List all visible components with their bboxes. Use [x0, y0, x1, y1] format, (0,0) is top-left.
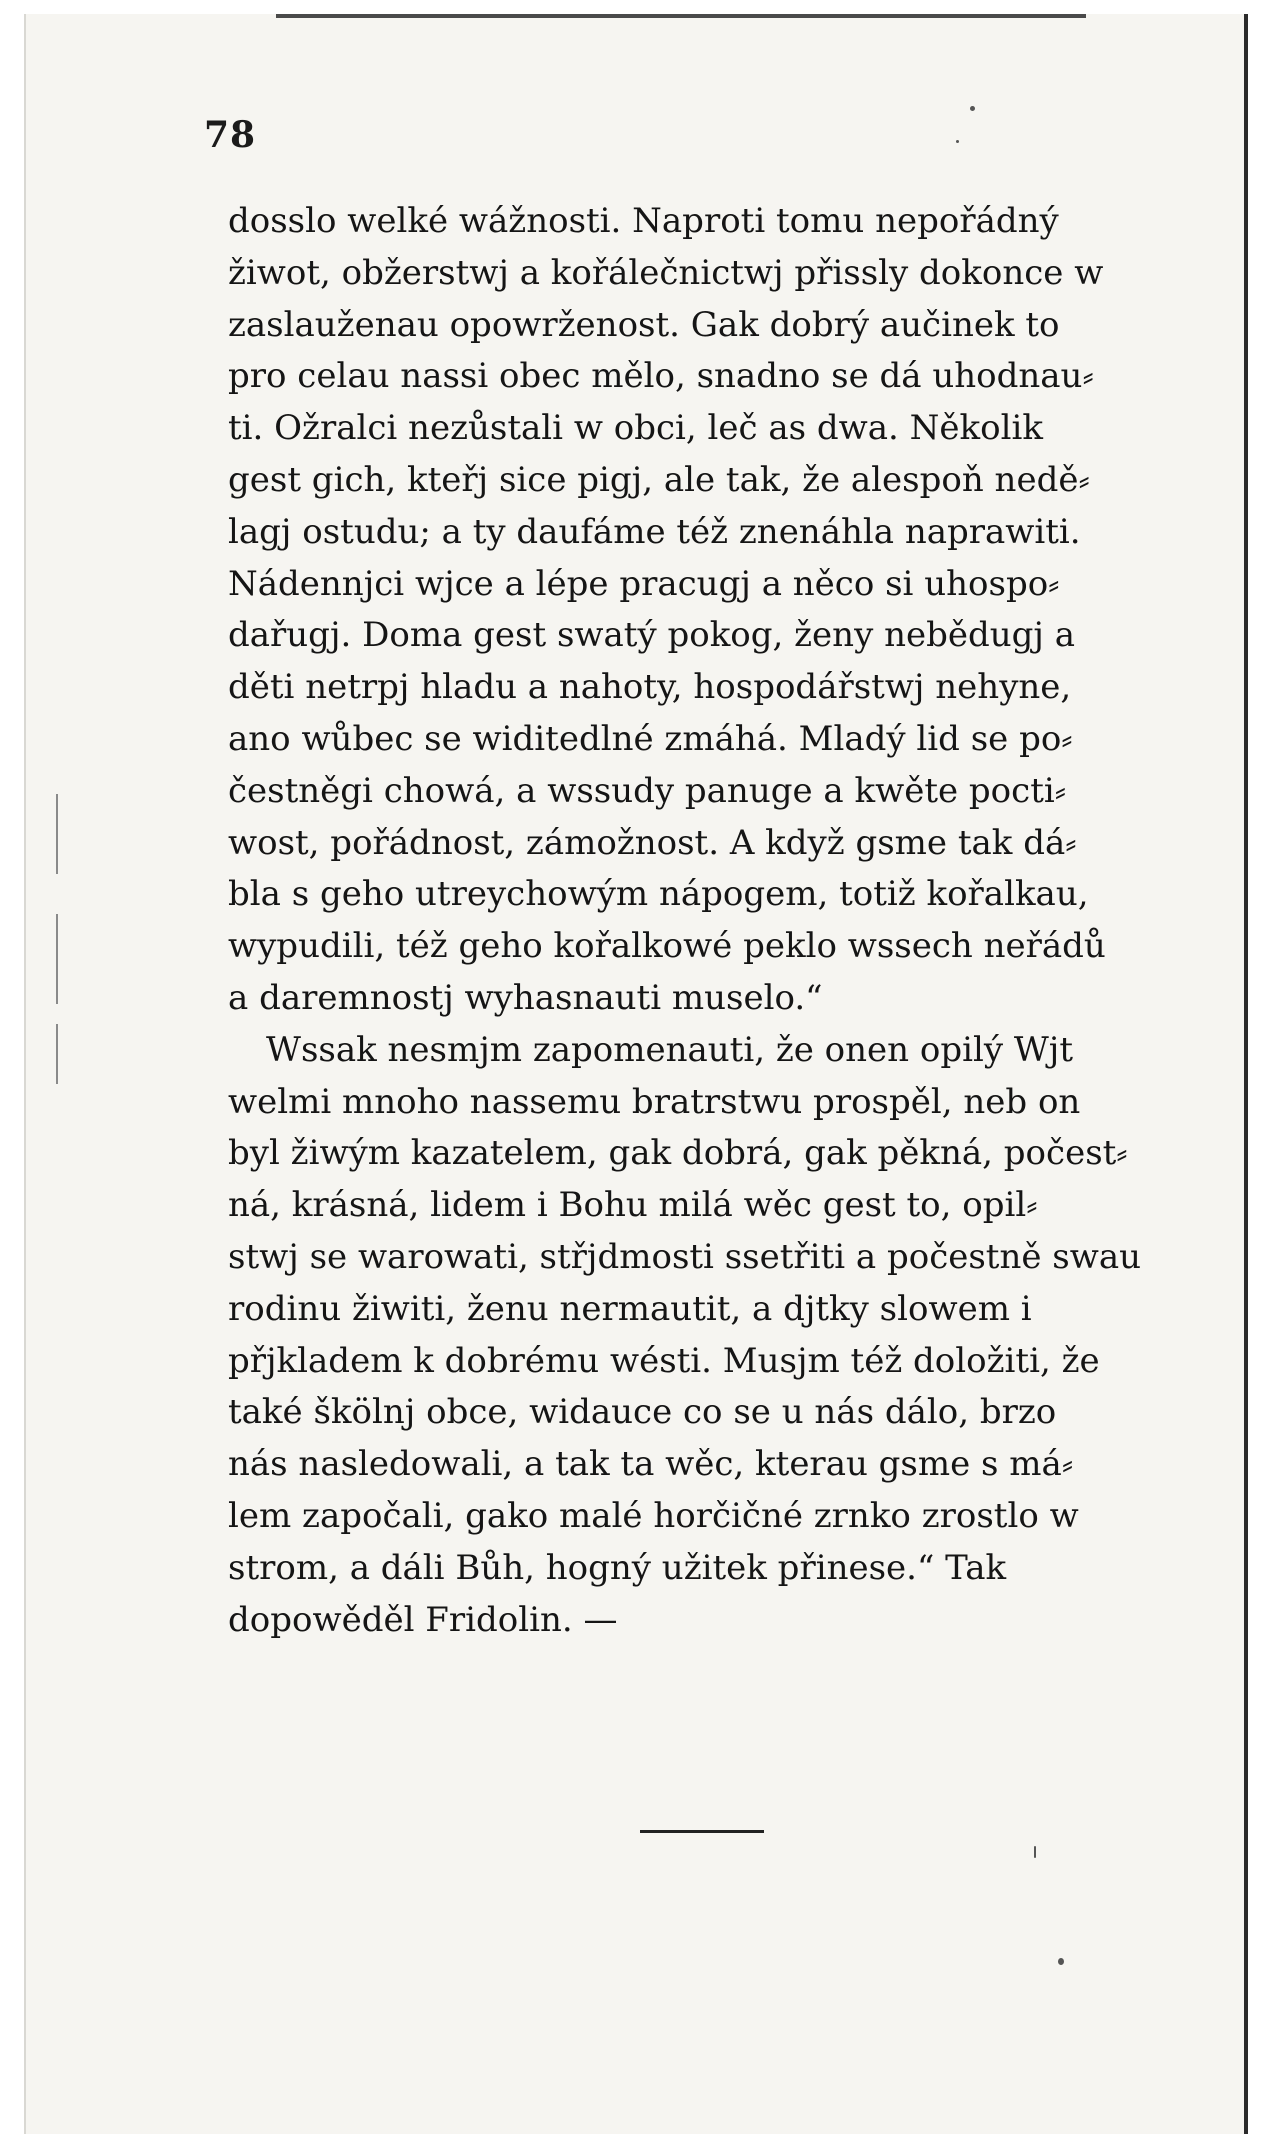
print-speck: [956, 140, 959, 143]
text-line: ti. Ožralci nezůstali w obci, leč as dwa. Několik: [228, 408, 1043, 449]
text-line: žiwot, obžerstwj a kořálečnictwj přissly dokonce w: [228, 252, 1104, 293]
book-page: [24, 14, 1248, 2134]
text-line: stwj se warowati, střjdmosti ssetřiti a počestně swau: [228, 1236, 1142, 1277]
text-line: strom, a dáli Bůh, hogný užitek přinese.“ Tak: [228, 1547, 1007, 1588]
text-line: čestněgi chowá, a wssudy panuge a kwěte pocti⸗: [228, 770, 1067, 811]
text-line: gest gich, kteřj sice pigj, ale tak, že alespoň nedě⸗: [228, 459, 1090, 500]
text-line: lagj ostudu; a ty daufáme též znenáhla naprawiti.: [228, 511, 1081, 552]
text-line: ano wůbec se widitedlné zmáhá. Mladý lid se po⸗: [228, 718, 1073, 759]
text-line-paragraph-start: Wssak nesmjm zapomenauti, že onen opilý Wjt: [266, 1029, 1074, 1070]
text-line: byl žiwým kazatelem, gak dobrá, gak pěkná, počest⸗: [228, 1133, 1128, 1174]
text-line: lem započali, gako malé horčičné zrnko zrostlo w: [228, 1495, 1079, 1536]
page-edge-mark: [56, 794, 58, 874]
page-edge-mark: [56, 914, 58, 1004]
text-line: dařugj. Doma gest swatý pokog, ženy nebědugj a: [228, 615, 1076, 656]
text-line: wypudili, též geho kořalkowé peklo wssech neřádů: [228, 926, 1106, 967]
text-line: rodinu žiwiti, ženu nermautit, a djtky slowem i: [228, 1288, 1032, 1329]
text-line: wost, pořádnost, zámožnost. A když gsme tak dá⸗: [228, 822, 1077, 863]
text-line: welmi mnoho nassemu bratrstwu prospěl, neb on: [228, 1081, 1081, 1122]
print-speck: [1034, 1846, 1036, 1858]
page-top-shadow: [276, 14, 1086, 18]
print-speck: [970, 106, 975, 111]
text-line: také škölnj obce, widauce co se u nás dálo, brzo: [228, 1392, 1057, 1433]
text-line: zaslauženau opowrženost. Gak dobrý aučinek to: [228, 304, 1060, 345]
page-edge-mark: [56, 1024, 58, 1084]
body-text: [228, 196, 1228, 1646]
text-line: dopowěděl Fridolin. —: [228, 1599, 618, 1640]
page-number: 78: [204, 114, 257, 156]
print-speck: [1058, 1958, 1064, 1965]
text-line: pro celau nassi obec mělo, snadno se dá uhodnau⸗: [228, 356, 1094, 397]
text-line: přjkladem k dobrému wésti. Musjm též doložiti, že: [228, 1340, 1100, 1381]
text-line: ná, krásná, lidem i Bohu milá wěc gest to, opil⸗: [228, 1185, 1038, 1226]
text-line: a daremnostj wyhasnauti muselo.“: [228, 977, 823, 1018]
text-line: Nádennjci wjce a lépe pracugj a něco si uhospo⸗: [228, 563, 1060, 604]
text-line: děti netrpj hladu a nahoty, hospodářstwj nehyne,: [228, 667, 1072, 708]
text-line: nás nasledowali, a tak ta wěc, kterau gsme s má⸗: [228, 1444, 1074, 1485]
text-line: bla s geho utreychowým nápogem, totiž kořalkau,: [228, 874, 1089, 915]
section-divider-rule: [640, 1830, 764, 1833]
text-line: dosslo welké wážnosti. Naproti tomu nepořádný: [228, 201, 1059, 241]
